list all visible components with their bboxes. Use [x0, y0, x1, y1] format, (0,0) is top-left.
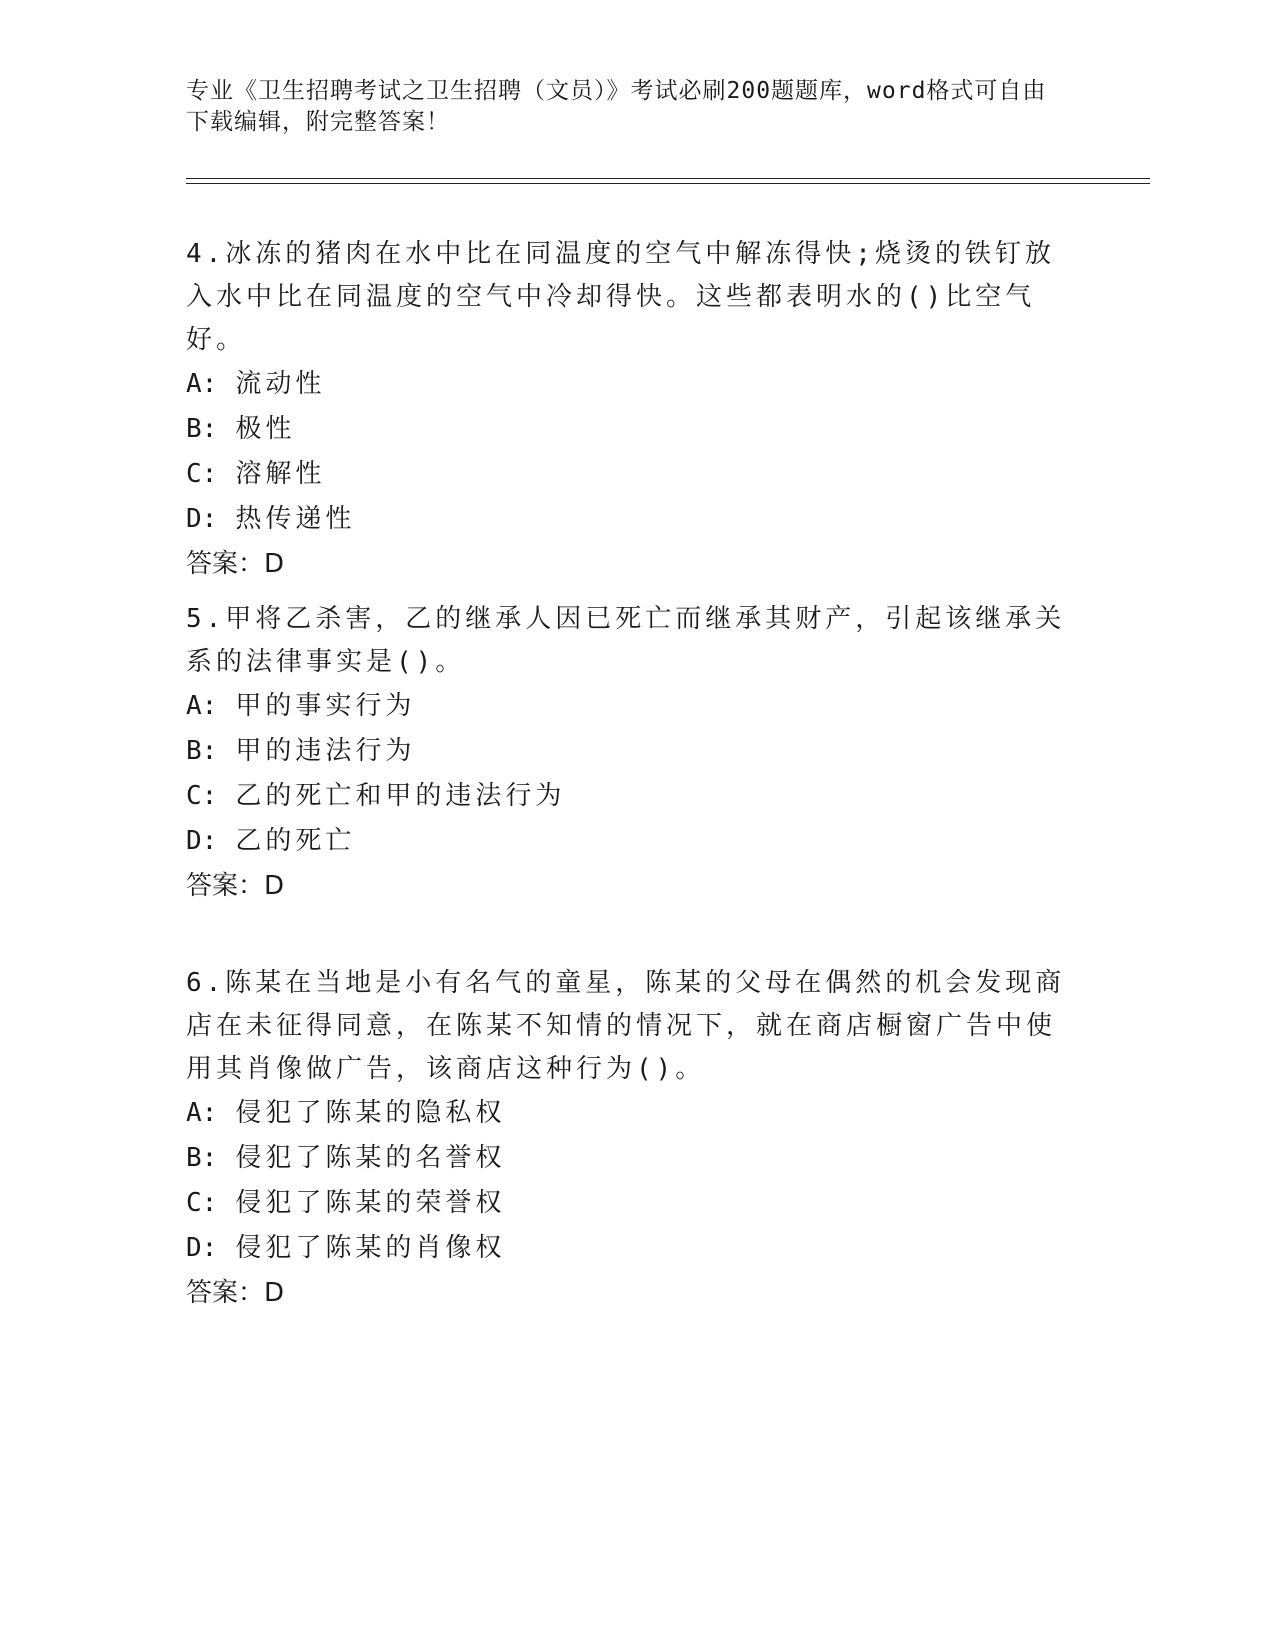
option-d — [186, 1226, 1066, 1271]
option-key: B: — [186, 1143, 218, 1173]
question-stem: 4.冰冻的猪肉在水中比在同温度的空气中解冻得快;烧烫的铁钉放入水中比在同温度的空气中冷却得快。这些都表明水的()比空气好。 — [186, 239, 1055, 355]
option-text: 乙的死亡 — [235, 826, 356, 856]
option-key: A: — [186, 691, 218, 721]
question-stem: 6.陈某在当地是小有名气的童星，陈某的父母在偶然的机会发现商店在未征得同意，在陈某不知情的情况下，就在商店橱窗广告中使用其肖像做广告，该商店这种行为()。 — [186, 968, 1066, 1084]
answer-line: 答案：D — [186, 549, 285, 579]
option-key: C: — [186, 781, 218, 811]
option-d — [186, 819, 1066, 864]
option-d — [186, 497, 1066, 542]
option-key: C: — [186, 459, 218, 489]
option-b — [186, 1136, 1066, 1181]
answer-line: 答案：D — [186, 1278, 285, 1308]
option-key: A: — [186, 369, 218, 399]
option-text: 侵犯了陈某的隐私权 — [235, 1098, 506, 1128]
question-4 — [186, 233, 1066, 587]
option-b — [186, 407, 1066, 452]
option-text: 甲的事实行为 — [235, 691, 416, 721]
document-header: 专业《卫生招聘考试之卫生招聘（文员）》考试必刷200题题库，word格式可自由下载编辑，附完整答案！ — [186, 78, 1047, 135]
option-text: 极性 — [235, 414, 296, 444]
option-text: 热传递性 — [235, 504, 356, 534]
option-key: B: — [186, 736, 218, 766]
option-text: 侵犯了陈某的名誉权 — [235, 1143, 506, 1173]
option-a — [186, 362, 1066, 407]
option-text: 乙的死亡和甲的违法行为 — [235, 781, 566, 811]
question-5 — [186, 598, 1066, 909]
option-c — [186, 774, 1066, 819]
option-a — [186, 684, 1066, 729]
answer-line: 答案：D — [186, 871, 285, 901]
option-text: 溶解性 — [235, 459, 326, 489]
option-text: 侵犯了陈某的荣誉权 — [235, 1188, 506, 1218]
option-c — [186, 452, 1066, 497]
option-key: C: — [186, 1188, 218, 1218]
option-b — [186, 729, 1066, 774]
header-divider-bottom — [186, 183, 1150, 184]
question-stem: 5.甲将乙杀害，乙的继承人因已死亡而继承其财产，引起该继承关系的法律事实是()。 — [186, 604, 1066, 677]
option-key: D: — [186, 1233, 218, 1263]
question-6 — [186, 962, 1066, 1316]
option-a — [186, 1091, 1066, 1136]
option-key: B: — [186, 414, 218, 444]
header-divider-top — [186, 178, 1150, 179]
option-text: 流动性 — [235, 369, 326, 399]
option-c — [186, 1181, 1066, 1226]
option-key: A: — [186, 1098, 218, 1128]
option-text: 侵犯了陈某的肖像权 — [235, 1233, 506, 1263]
option-key: D: — [186, 826, 218, 856]
option-text: 甲的违法行为 — [235, 736, 416, 766]
option-key: D: — [186, 504, 218, 534]
